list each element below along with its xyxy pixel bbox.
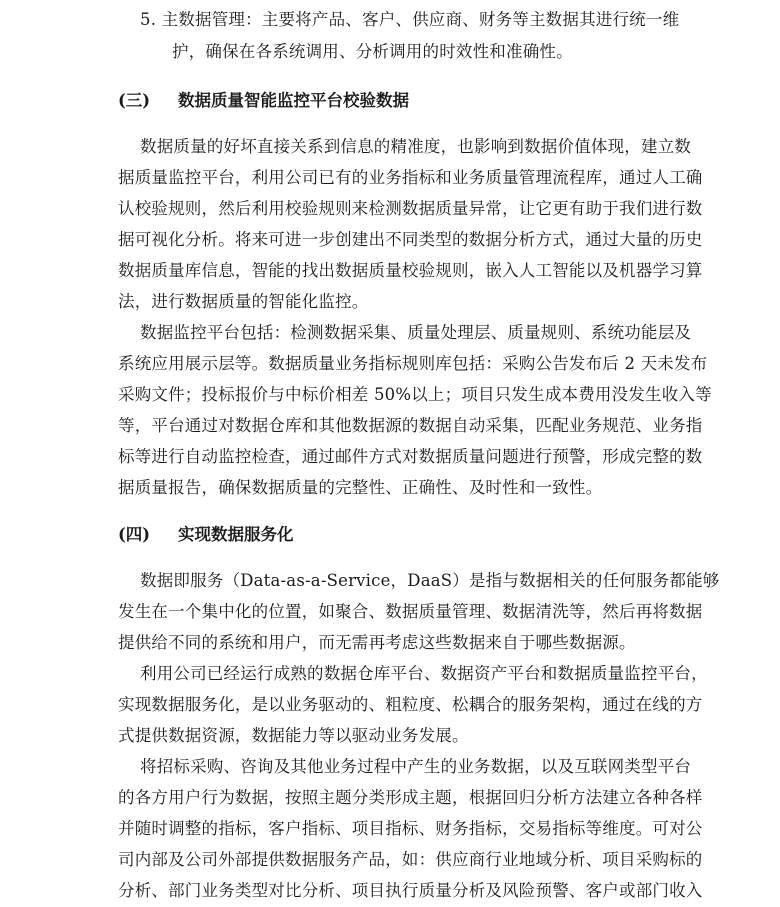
s3p1-line-4: 据可视化分析。将来可进一步创建出不同类型的数据分析方式，通过大量的历史 [118,230,703,249]
s3p1-line-5: 数据质量库信息，智能的找出数据质量校验规则，嵌入人工智能以及机器学习算 [118,261,703,280]
section3-title: 数据质量智能监控平台校验数据 [178,91,409,110]
s4p3-line-5: 分析、部门业务类型对比分析、项目执行质量分析及风险预警、客户或部门收入 [118,881,703,900]
s4p3-line-4: 司内部及公司外部提供数据服务产品，如：供应商行业地域分析、项目采购标的 [118,850,703,869]
s4p2-line-3: 式提供数据资源，数据能力等以驱动业务发展。 [118,726,469,745]
item5-line-2: 护，确保在各系统调用、分析调用的时效性和准确性。 [172,42,573,61]
s3p2-line-6: 据质量报告，确保数据质量的完整性、正确性、及时性和一致性。 [118,478,603,497]
s3p2-line-1: 数据监控平台包括：检测数据采集、质量处理层、质量规则、系统功能层及 [140,323,692,342]
s4p2-line-1: 利用公司已经运行成熟的数据仓库平台、数据资产平台和数据质量监控平台， [140,664,708,683]
s3p1-line-1: 数据质量的好坏直接关系到信息的精准度，也影响到数据价值体现，建立数 [140,137,692,156]
section4-title: 实现数据服务化 [178,525,294,544]
s3p2-line-3: 采购文件；投标报价与中标价相差 50%以上；项目只发生成本费用没发生收入等 [118,385,712,404]
section4-number: (四) [118,525,151,544]
s3p1-line-2: 据质量监控平台，利用公司已有的业务指标和业务质量管理流程库，通过人工确 [118,168,703,187]
s3p2-line-5: 标等进行自动监控检查，通过邮件方式对数据质量问题进行预警，形成完整的数 [118,447,703,466]
s4p3-line-1: 将招标采购、咨询及其他业务过程中产生的业务数据，以及互联网类型平台 [140,757,692,776]
s3p1-line-3: 认校验规则，然后利用校验规则来检测数据质量异常，让它更有助于我们进行数 [118,199,703,218]
s3p1-line-6: 法，进行数据质量的智能化监控。 [118,292,369,311]
section3-number: (三) [118,91,151,110]
item5-line-1: 5. 主数据管理：主要将产品、客户、供应商、财务等主数据其进行统一维 [140,10,680,29]
s4p1-line-3: 提供给不同的系统和用户，而无需再考虑这些数据来自于哪些数据源。 [118,633,636,652]
section3-heading [118,89,409,113]
section4-heading [118,523,294,547]
s4p2-line-2: 实现数据服务化，是以业务驱动的、粗粒度、松耦合的服务架构，通过在线的方 [118,695,703,714]
s4p3-line-2: 的各方用户行为数据，按照主题分类形成主题，根据回归分析方法建立各种各样 [118,788,703,807]
s4p1-line-1: 数据即服务（Data-as-a-Service，DaaS）是指与数据相关的任何服务都能够 [140,571,720,590]
s3p2-line-2: 系统应用展示层等。数据质量业务指标规则库包括：采购公告发布后 2 天未发布 [118,354,708,373]
s4p1-line-2: 发生在一个集中化的位置，如聚合、数据质量管理、数据清洗等，然后再将数据 [118,602,703,621]
s4p3-line-3: 并随时调整的指标，客户指标、项目指标、财务指标，交易指标等维度。可对公 [118,819,703,838]
s3p2-line-4: 等，平台通过对数据仓库和其他数据源的数据自动采集，匹配业务规范、业务指 [118,416,703,435]
